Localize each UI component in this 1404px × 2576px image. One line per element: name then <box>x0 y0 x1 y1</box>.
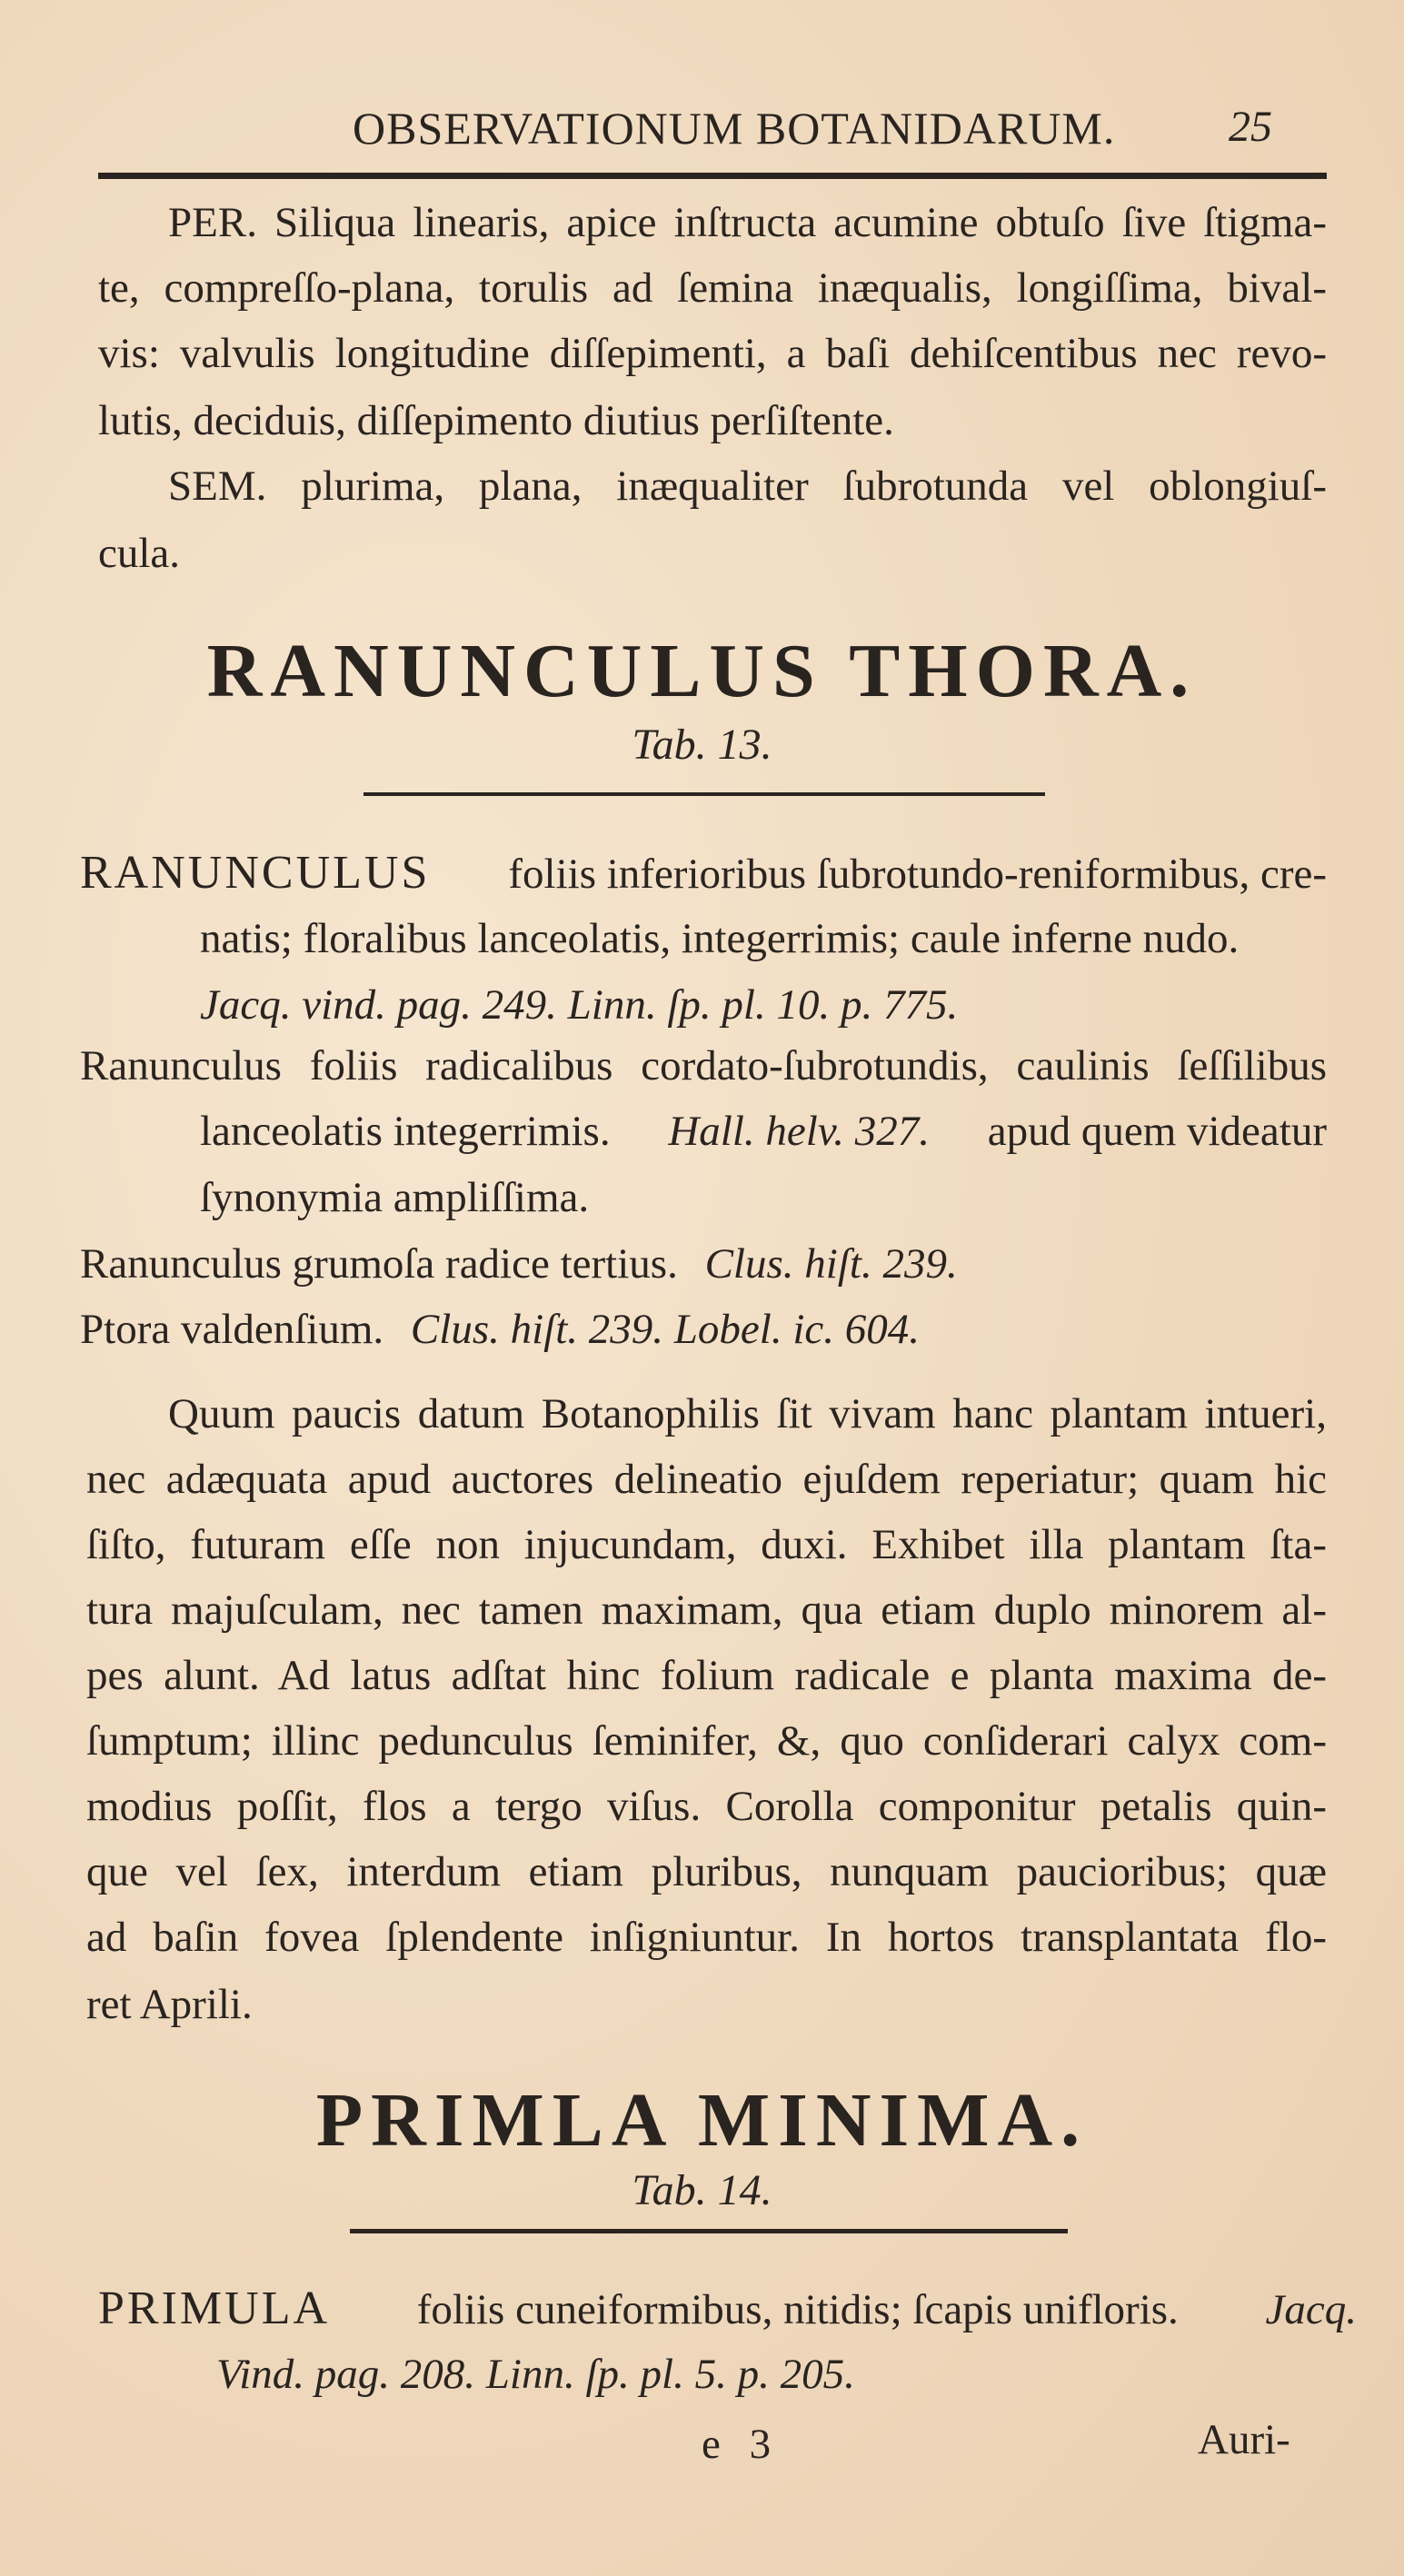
per-line-1: PER. Siliqua linearis, apice inſtructa acumine obtuſo ſive ſtigma- <box>168 199 1327 246</box>
synonym-1-note: apud quem videatur <box>987 1108 1327 1155</box>
synonym-3-text: Ptora valdenſium. <box>80 1306 384 1353</box>
synonym-3-ref: Clus. hiſt. 239. Lobel. ic. 604. <box>410 1306 921 1353</box>
body-line-7: modius poſſit, flos a tergo viſus. Corolla componitur petalis quin- <box>86 1783 1327 1830</box>
per-line-4: lutis, deciduis, diſſepimento diutius perſiſtente. <box>98 397 894 444</box>
page-number: 25 <box>1229 103 1272 151</box>
signature-mark: e 3 <box>702 2421 781 2468</box>
ranunculus-title: RANUNCULUS THORA. <box>206 629 1198 713</box>
ranunculus-desc-text: foliis inferioribus ſubrotundo-reniformibus, cre- <box>508 850 1327 898</box>
per-line-3: vis: valvulis longitudine diſſepimenti, a baſi dehiſcentibus nec revo- <box>98 330 1327 377</box>
synonym-1-ref: Hall. helv. 327. <box>668 1108 930 1155</box>
primula-rule <box>350 2229 1068 2233</box>
body-line-2: nec adæquata apud auctores delineatio ejuſdem reperiatur; quam hic <box>86 1456 1327 1503</box>
synonym-2-text: Ranunculus grumoſa radice tertius. <box>80 1240 678 1288</box>
per-line-2: te, compreſſo-plana, torulis ad ſemina inæqualis, longiſſima, bival- <box>98 264 1327 312</box>
ranunculus-tab-ref: Tab. 13. <box>632 721 772 769</box>
body-line-5: pes alunt. Ad latus adſtat hinc folium radicale e planta maxima de- <box>86 1652 1327 1699</box>
body-line-9: ad baſin fovea ſplendente inſigniuntur. In hortos transplantata flo- <box>86 1914 1327 1961</box>
synonym-1-line-1: Ranunculus foliis radicalibus cordato-ſubrotundis, caulinis ſeſſilibus <box>80 1042 1327 1089</box>
body-line-6: ſumptum; illinc pedunculus ſeminifer, &, quo conſiderari calyx com- <box>86 1717 1327 1765</box>
body-line-4: tura majuſculam, nec tamen maximam, qua etiam duplo minorem al- <box>86 1586 1327 1634</box>
synonym-2 <box>80 1240 958 1288</box>
primula-desc-ref-a: Jacq. <box>1265 2286 1357 2333</box>
sem-line-1: SEM. plurima, plana, inæqualiter ſubrotunda vel oblongiuſ- <box>168 462 1327 510</box>
synonym-1-text: lanceolatis integerrimis. <box>200 1108 611 1155</box>
body-line-3: ſiſto, futuram eſſe non injucundam, duxi. Exhibet illa plantam ſta- <box>86 1521 1327 1568</box>
running-title: OBSERVATIONUM BOTANIDARUM. <box>353 103 1116 154</box>
body-line-10: ret Aprili. <box>86 1981 253 2028</box>
primula-desc-lead: PRIMULA <box>98 2283 331 2334</box>
synonym-1-line-2 <box>200 1110 1327 1153</box>
synonym-3 <box>80 1308 920 1351</box>
sem-line-2: cula. <box>98 530 181 577</box>
primula-tab-ref: Tab. 14. <box>632 2166 772 2214</box>
synonym-2-ref: Clus. hiſt. 239. <box>704 1240 958 1288</box>
primula-title: PRIMLA MINIMA. <box>315 2078 1089 2163</box>
header-rule <box>98 173 1327 179</box>
ranunculus-rule <box>363 792 1045 796</box>
synonym-1-line-3: ſynonymia ampliſſima. <box>200 1174 590 1221</box>
body-line-1: Quum paucis datum Botanophilis ſit vivam hanc plantam intueri, <box>168 1390 1327 1437</box>
ranunculus-desc-lead: RANUNCULUS <box>80 847 431 899</box>
catchword: Auri- <box>1198 2416 1290 2463</box>
primula-desc-text: foliis cuneiformibus, nitidis; ſcapis unifloris. <box>416 2286 1179 2333</box>
ranunculus-desc-line-2: natis; floralibus lanceolatis, integerrimis; caule inferne nudo. <box>200 915 1240 962</box>
ranunculus-desc-line-1 <box>80 847 1327 899</box>
primula-desc-line-1 <box>98 2285 1357 2332</box>
ranunculus-desc-ref: Jacq. vind. pag. 249. Linn. ſp. pl. 10. p. 775. <box>200 981 959 1029</box>
body-line-8: que vel ſex, interdum etiam pluribus, nunquam paucioribus; quæ <box>86 1848 1327 1895</box>
primula-desc-ref-b: Vind. pag. 208. Linn. ſp. pl. 5. p. 205. <box>216 2351 855 2398</box>
